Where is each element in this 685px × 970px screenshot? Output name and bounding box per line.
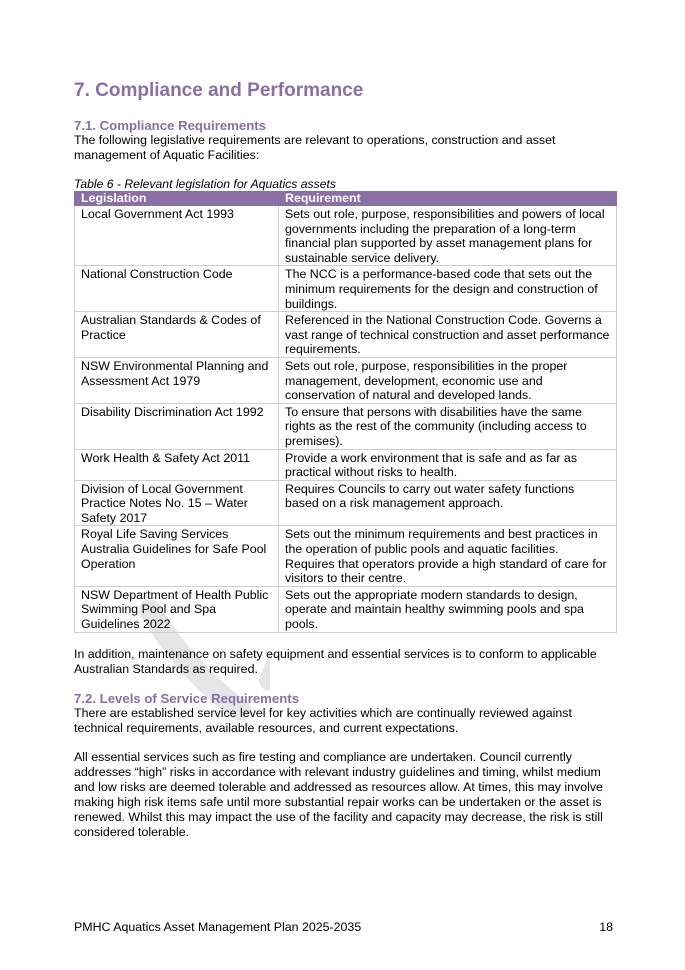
- table-row: [75, 403, 617, 449]
- page-title: 7. Compliance and Performance: [74, 80, 364, 101]
- section-heading-compliance: 7.1. Compliance Requirements: [74, 118, 267, 133]
- legislation-cell: Local Government Act 1993: [75, 206, 279, 266]
- requirement-cell: Sets out the appropriate modern standards to design, operate and maintain healthy swimming pools and spa pools.: [279, 586, 617, 632]
- table-row: [75, 357, 617, 403]
- requirement-cell: Referenced in the National Construction Code. Governs a vast range of technical construction and asset performance requirements.: [279, 312, 617, 358]
- requirement-cell: Provide a work environment that is safe and as far as practical without risks to health.: [279, 449, 617, 480]
- requirement-cell: Requires Councils to carry out water safety functions based on a risk management approach.: [279, 480, 617, 526]
- requirement-cell: To ensure that persons with disabilities have the same rights as the rest of the community (including access to premises).: [279, 403, 617, 449]
- page-footer: [74, 920, 613, 934]
- column-header-requirement: Requirement: [279, 192, 617, 206]
- legislation-table: [74, 191, 617, 633]
- intro-paragraph: The following legislative requirements are relevant to operations, construction and asset management of Aquatic Facilities:: [74, 133, 556, 162]
- table-row: [75, 266, 617, 312]
- requirement-cell: Sets out role, purpose, responsibilities and powers of local governments including the preparation of a long-term financial plan supported by asset management plans for sustainable service delivery.: [279, 206, 617, 266]
- legislation-cell: National Construction Code: [75, 266, 279, 312]
- page-number: 18: [599, 920, 613, 934]
- legislation-cell: NSW Environmental Planning and Assessment Act 1979: [75, 357, 279, 403]
- column-header-legislation: Legislation: [75, 192, 279, 206]
- service-level-paragraph: There are established service level for key activities which are continually reviewed against technical requirements, available resources, and current expectations.: [74, 705, 572, 735]
- legislation-cell: NSW Department of Health Public Swimming Pool and Spa Guidelines 2022: [75, 586, 279, 632]
- footer-document-title: PMHC Aquatics Asset Management Plan 2025-2035: [74, 920, 362, 934]
- table-caption: Table 6 - Relevant legislation for Aquatics assets: [74, 177, 336, 191]
- legislation-cell: Australian Standards & Codes of Practice: [75, 312, 279, 358]
- table-row: [75, 586, 617, 632]
- legislation-cell: Royal Life Saving Services Australia Guidelines for Safe Pool Operation: [75, 526, 279, 586]
- essential-services-paragraph: All essential services such as fire testing and compliance are undertaken. Council currently addresses “high” risks in accordance with relevant industry guidelines and timing, whilst medium and low risks are deemed tolerable and addressed as resources allow. At times, this may involve making high risk items safe until more substantial repair works can be undertaken or the asset is renewed. Whilst this may impact the use of the facility and capacity may decrease, the risk is still considered tolerable.: [74, 749, 603, 839]
- table-row: [75, 480, 617, 526]
- requirement-cell: Sets out the minimum requirements and best practices in the operation of public pools and aquatic facilities. Requires that operators provide a high standard of care for visitors to their centre.: [279, 526, 617, 586]
- after-table-paragraph: In addition, maintenance on safety equipment and essential services is to conform to applicable Australian Standards as required.: [74, 646, 597, 676]
- page-content: [74, 78, 614, 840]
- legislation-cell: Work Health & Safety Act 2011: [75, 449, 279, 480]
- table-row: [75, 449, 617, 480]
- requirement-cell: The NCC is a performance-based code that sets out the minimum requirements for the design and construction of buildings.: [279, 266, 617, 312]
- requirement-cell: Sets out role, purpose, responsibilities in the proper management, development, economic use and conservation of natural and developed lands.: [279, 357, 617, 403]
- section-heading-levels-of-service: 7.2. Levels of Service Requirements: [74, 690, 300, 706]
- table-row: [75, 206, 617, 266]
- table-row: [75, 312, 617, 358]
- legislation-cell: Disability Discrimination Act 1992: [75, 403, 279, 449]
- table-row: [75, 526, 617, 586]
- legislation-cell: Division of Local Government Practice Notes No. 15 – Water Safety 2017: [75, 480, 279, 526]
- table-header-row: [75, 192, 617, 206]
